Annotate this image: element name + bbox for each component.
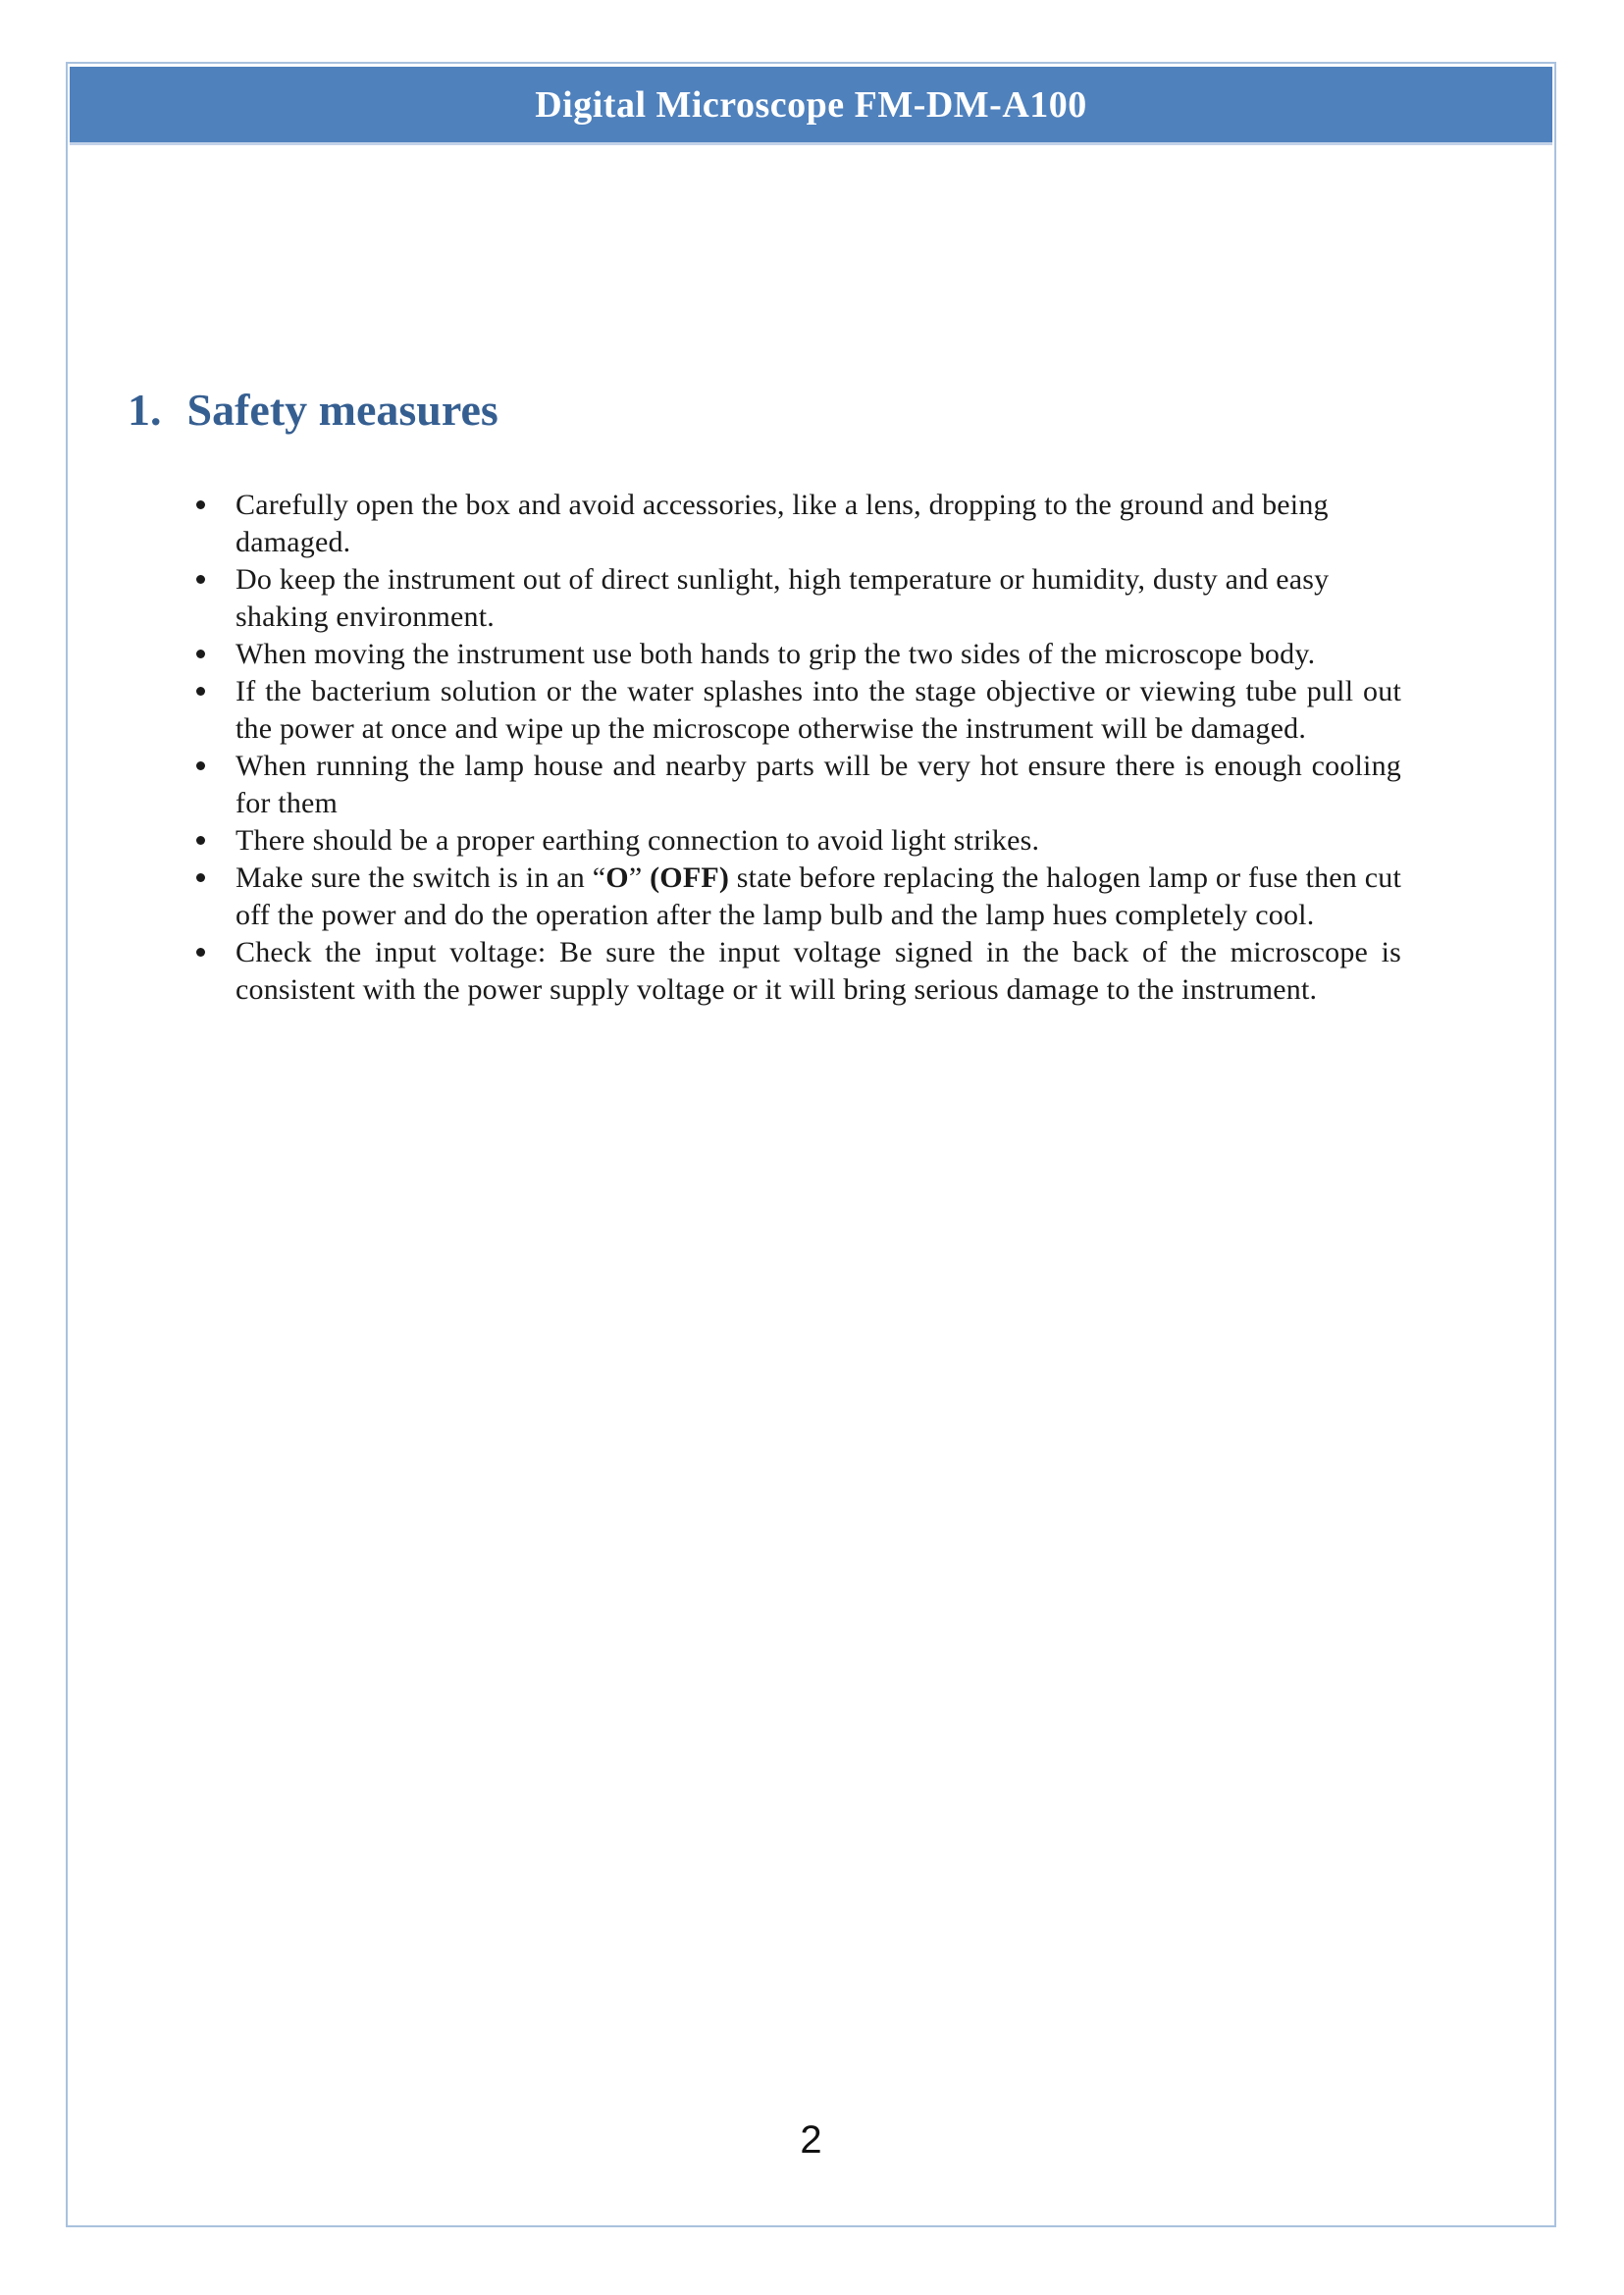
bullet-text: If the bacterium solution or the water splashes into the stage objective or viewing tube pull out the power at once and wipe up the microscope otherwise the instrument will be damaged.	[236, 675, 1401, 745]
section-number: 1.	[128, 385, 162, 435]
page-number: 2	[800, 2118, 822, 2162]
bullet-text-bold: (OFF)	[650, 861, 730, 894]
bullet-text-bold: O	[605, 861, 629, 894]
section-heading	[128, 385, 498, 436]
document-title: Digital Microscope FM-DM-A100	[535, 83, 1087, 126]
bullet-text: ”	[628, 861, 651, 894]
section-title: Safety measures	[186, 385, 498, 435]
bullet-text: There should be a proper earthing connection to avoid light strikes.	[236, 824, 1040, 857]
list-item	[186, 860, 1401, 934]
list-item	[186, 636, 1401, 673]
bullet-text: Check the input voltage: Be sure the input voltage signed in the back of the microscope is consistent with the power supply voltage or it will bring serious damage to the instrument.	[236, 936, 1401, 1006]
list-item	[186, 934, 1401, 1009]
bullet-text: Do keep the instrument out of direct sunlight, high temperature or humidity, dusty and easy shaking environment.	[236, 563, 1330, 633]
list-item	[186, 487, 1401, 561]
bullet-text: Carefully open the box and avoid accessories, like a lens, dropping to the ground and being damaged.	[236, 489, 1329, 558]
safety-bullet-list	[186, 487, 1401, 1009]
list-item	[186, 822, 1401, 860]
list-item	[186, 673, 1401, 748]
bullet-text: When running the lamp house and nearby parts will be very hot ensure there is enough cooling for them	[236, 750, 1401, 819]
bullet-text: state before replacing the halogen lamp or fuse then cut off the power and do the operation after the lamp bulb and the lamp hues completely cool.	[236, 861, 1402, 931]
bullet-text: When moving the instrument use both hands to grip the two sides of the microscope body.	[236, 638, 1316, 670]
bullet-text: Make sure the switch is in an “	[236, 861, 606, 894]
list-item	[186, 561, 1401, 636]
document-header-bar	[70, 67, 1552, 145]
list-item	[186, 748, 1401, 822]
